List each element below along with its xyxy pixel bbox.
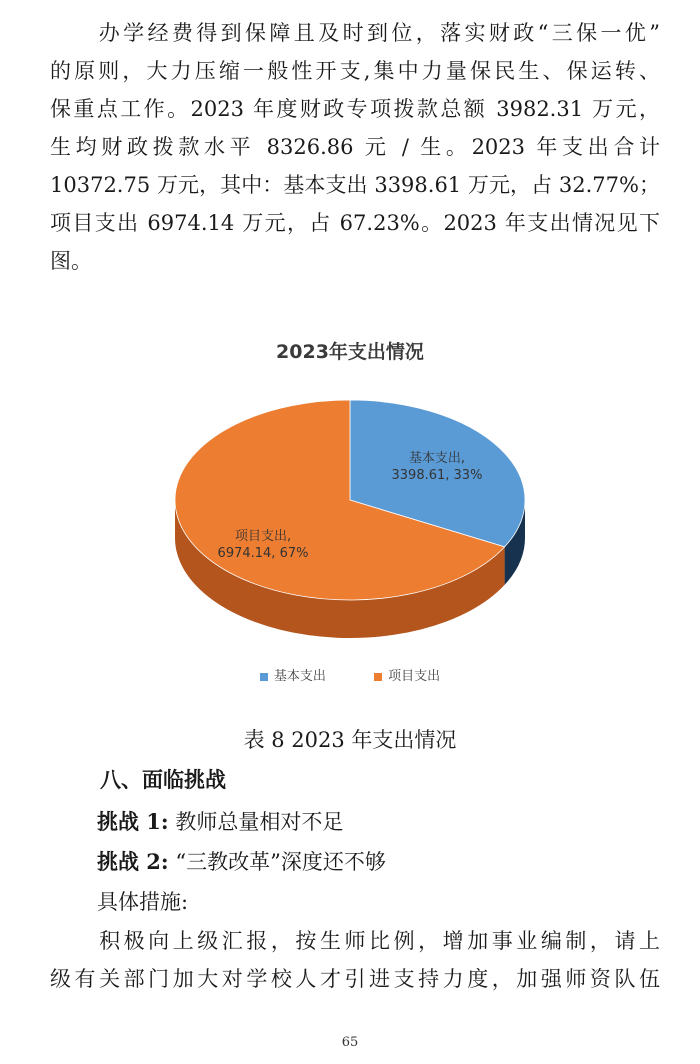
challenge-label: 挑战 2: <box>97 849 169 874</box>
pie-data-label-0: 基本支出, <box>408 451 466 467</box>
legend-swatch-basic <box>260 673 268 681</box>
paragraph-line: 10372.75 万元，其中：基本支出 3398.61 万元，占 32.77%； <box>50 173 660 197</box>
challenge-item <box>97 806 343 836</box>
paragraph-line: 办学经费得到保障且及时到位，落实财政“三保一优” <box>50 21 660 45</box>
measures-label: 具体措施: <box>97 890 189 914</box>
pie-tops <box>175 400 525 600</box>
paragraph-line: 的原则，大力压缩一般性开支,集中力量保民生、保运转、 <box>50 59 660 83</box>
paragraph-line: 积极向上级汇报，按生师比例，增加事业编制，请上 <box>50 929 660 953</box>
challenge-text: 教师总量相对不足 <box>175 810 344 834</box>
challenge-label: 挑战 1: <box>97 809 169 834</box>
intro-paragraph <box>50 14 660 280</box>
table-caption: 表 8 2023 年支出情况 <box>243 728 457 752</box>
paragraph-line: 项目支出 6974.14 万元，占 67.23%。2023 年支出情况见下 <box>50 211 660 235</box>
pie-data-label-1: 项目支出, <box>234 528 292 544</box>
measures-paragraph <box>50 922 660 998</box>
paragraph-line: 生均财政拨款水平 8326.86 元 / 生。2023 年支出合计 <box>50 135 660 159</box>
page-number: 65 <box>341 1035 359 1050</box>
pie-data-label-1: 6974.14, 67% <box>217 545 309 561</box>
legend-item <box>260 665 326 684</box>
challenge-text: “三教改革”深度还不够 <box>175 850 386 874</box>
pie-chart <box>150 390 550 640</box>
section-heading: 八、面临挑战 <box>100 768 226 792</box>
chart-title: 2023年支出情况 <box>276 341 424 363</box>
legend-label: 项目支出 <box>388 669 441 684</box>
challenge-item <box>97 846 386 876</box>
legend-label: 基本支出 <box>273 669 326 684</box>
pie-data-label-0: 3398.61, 33% <box>391 468 483 484</box>
paragraph-line: 级有关部门加大对学校人才引进支持力度，加强师资队伍 <box>50 967 660 991</box>
chart-legend <box>0 665 700 684</box>
legend-item <box>374 665 440 684</box>
paragraph-line: 保重点工作。2023 年度财政专项拨款总额 3982.31 万元， <box>50 97 660 121</box>
paragraph-line: 图。 <box>50 249 92 273</box>
legend-swatch-project <box>374 673 382 681</box>
